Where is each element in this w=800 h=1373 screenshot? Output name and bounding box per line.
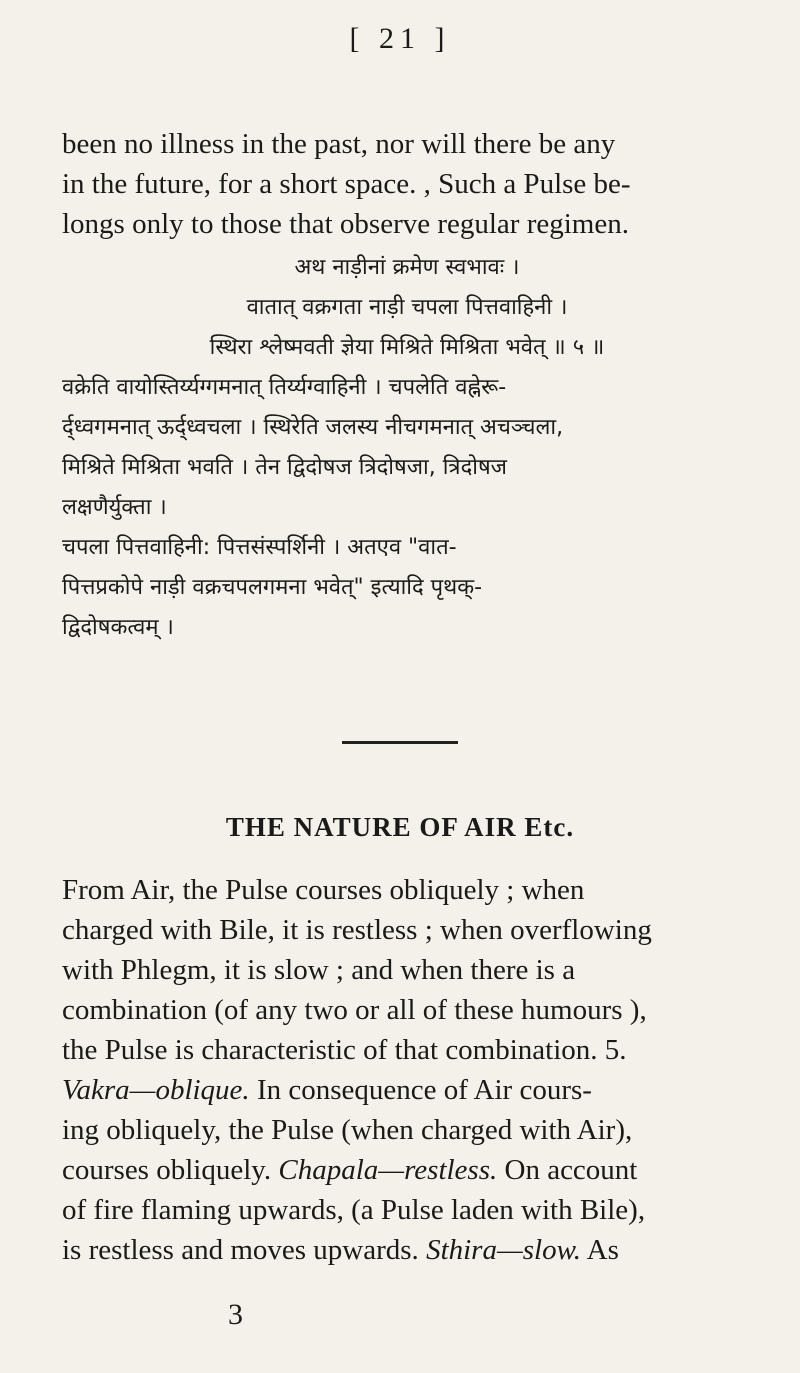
sanskrit-heading: अथ नाड़ीनां क्रमेण स्वभावः ।	[294, 255, 520, 280]
section-heading: THE NATURE OF AIR Etc.	[225, 812, 575, 842]
paragraph-line	[62, 1230, 752, 1270]
text-segment: On account	[497, 1154, 638, 1186]
text-segment: of fire flaming upwards, (a Pulse laden with Bile),	[62, 1194, 646, 1226]
paragraph-line: longs only to those that observe regular regimen.	[62, 208, 629, 240]
text-segment: In consequence of Air cours-	[249, 1074, 592, 1106]
sanskrit-line: र्द्ध्वगमनात् ऊर्द्ध्वचला । स्थिरेति जलस्य नीचगमनात् अचञ्चला,	[62, 415, 564, 440]
sanskrit-line: पित्तप्रकोपे नाड़ी वक्रचपलगमना भवेत्" इत्यादि पृथक्-	[62, 575, 483, 600]
paragraph-line	[62, 1070, 752, 1110]
text-segment: ing obliquely, the Pulse (when charged with Air),	[62, 1114, 633, 1146]
paragraph-line	[62, 990, 752, 1030]
text-segment: the Pulse is characteristic of that combination. 5.	[62, 1034, 627, 1066]
bottom-paragraph	[62, 870, 752, 1270]
sanskrit-line: स्थिरा श्लेष्मवती ज्ञेया मिश्रिते मिश्रिता भवेत् ॥ ५ ॥	[209, 335, 605, 360]
paragraph-line	[62, 950, 752, 990]
text-segment: is restless and moves upwards.	[62, 1234, 427, 1266]
text-segment: courses obliquely.	[62, 1154, 279, 1186]
italic-term: Chapala—restless.	[278, 1154, 498, 1186]
signature-mark: 3	[228, 1298, 243, 1331]
text-segment: As	[581, 1234, 619, 1266]
sanskrit-line: वातात् वक्रगता नाड़ी चपला पित्तवाहिनी ।	[246, 295, 568, 320]
paragraph-line	[62, 1190, 752, 1230]
italic-term: Vakra—oblique.	[62, 1074, 250, 1106]
paragraph-line	[62, 1150, 752, 1190]
italic-term: Sthira—slow.	[426, 1234, 582, 1266]
sanskrit-line: वक्रेति वायोस्तिर्य्यग्गमनात् तिर्य्यग्वाहिनी । चपलेति वह्नेरू-	[62, 375, 507, 400]
section-divider	[342, 741, 458, 744]
paragraph-line: in the future, for a short space. , Such a Pulse be-	[62, 168, 631, 200]
paragraph-line	[62, 1110, 752, 1150]
paragraph-line	[62, 910, 752, 950]
sanskrit-line: चपला पित्तवाहिनी: पित्तसंस्पर्शिनी । अतएव "वात-	[62, 535, 457, 560]
page-number: [ 21 ]	[349, 22, 451, 55]
top-paragraph	[62, 124, 752, 244]
text-segment: with Phlegm, it is slow ; and when there is a	[62, 954, 576, 986]
sanskrit-line: द्विदोषकत्वम् ।	[62, 615, 174, 640]
sanskrit-line: मिश्रिते मिश्रिता भवति । तेन द्विदोषज त्रिदोषजा, त्रिदोषज	[62, 455, 507, 480]
text-segment: From Air, the Pulse courses obliquely ; when	[62, 874, 585, 906]
paragraph-line: been no illness in the past, nor will there be any	[62, 128, 616, 160]
paragraph-line	[62, 870, 752, 910]
text-segment: charged with Bile, it is restless ; when overflowing	[62, 914, 652, 946]
paragraph-line	[62, 1030, 752, 1070]
sanskrit-line: लक्षणैर्युक्ता ।	[62, 495, 167, 520]
sanskrit-verse	[62, 248, 752, 648]
text-segment: combination (of any two or all of these humours ),	[62, 994, 647, 1026]
